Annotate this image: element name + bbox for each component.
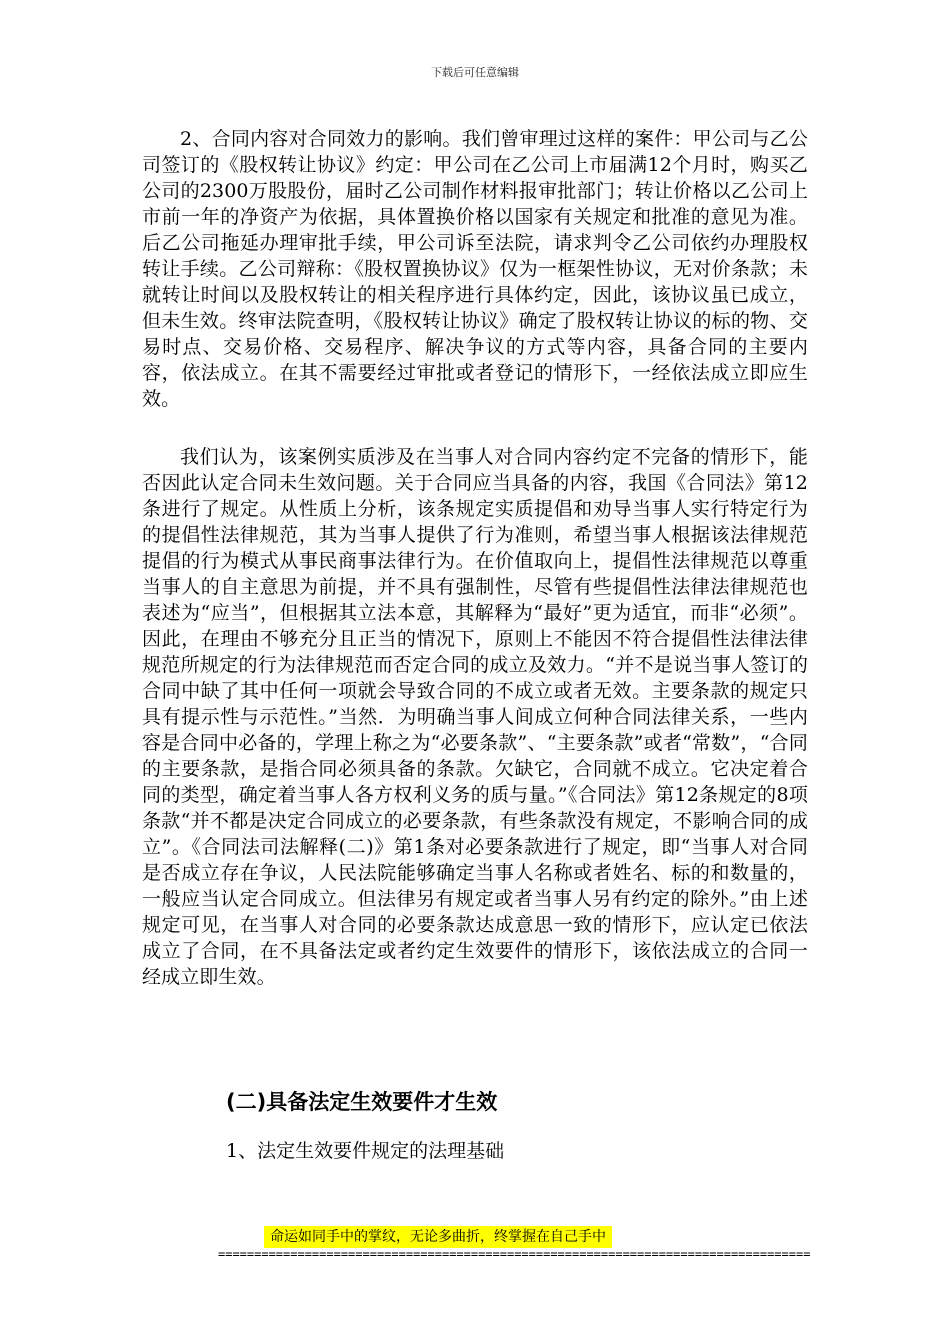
paragraph-analysis: 我们认为，该案例实质涉及在当事人对合同内容约定不完备的情形下，能否因此认定合同未生效问题。关于合同应当具备的内容，我国《合同法》第12条进行了规定。从性质上分析，该条规定实质提倡和劝导当事人实行特定行为的提倡性法律规范，其为当事人提供了行为准则，希望当事人根据该法律规范提倡的行为模式从事民商事法律行为。在价值取向上，提倡性法律规范以尊重当事人的自主意思为前提，并不具有强制性，尽管有些提倡性法律法律规范也表述为“应当”，但根据其立法本意，其解释为“最好”更为适宜，而非“必须”。因此，在理由不够充分且正当的情况下，原则上不能因不符合提倡性法律法律规范所规定的行为法律规范而否定合同的成立及效力。“并不是说当事人签订的合同中缺了其中任何一项就会导致合同的不成立或者无效。主要条款的规定只具有提示性与示范性。”当然．为明确当事人间成立何种合同法律关系，一些内容是合同中必备的，学理上称之为“必要条款”、“主要条款”或者“常数”，“合同的主要条款，是指合同必须具备的条款。欠缺它，合同就不成立。它决定着合同的类型，确定着当事人各方权利义务的质与量。”《合同法》第12条规定的8项条款“并不都是决定合同成立的必要条款，有些条款没有规定，不影响合同的成立”。《合同法司法解释(二)》第1条对必要条款进行了规定，即“当事人对合同是否成立存在争议，人民法院能够确定当事人名称或者姓名、标的和数量的，一般应当认定合同成立。但法律另有规定或者当事人另有约定的除外。”由上述规定可见，在当事人对合同的必要条款达成意思一致的情形下，应认定已依法成立了合同，在不具备法定或者约定生效要件的情形下，该依法成立的合同一经成立即生效。 [142, 446, 808, 988]
sub-heading: 1、法定生效要件规定的法理基础 [226, 1140, 505, 1162]
section-heading: (二)具备法定生效要件才生效 [226, 1090, 498, 1114]
document-body-section-2 [142, 444, 808, 990]
paragraph-contract-content-effect: 2、合同内容对合同效力的影响。我们曾审理过这样的案件：甲公司与乙公司签订的《股权转让协议》约定：甲公司在乙公司上市届满12个月时，购买乙公司的2300万股股份，届时乙公司制作材料报审批部门；转让价格以乙公司上市前一年的净资产为依据，具体置换价格以国家有关规定和批准的意见为准。后乙公司拖延办理审批手续，甲公司诉至法院，请求判令乙公司依约办理股权转让手续。乙公司辩称：《股权置换协议》仅为一框架性协议，无对价条款；未就转让时间以及股权转让的相关程序进行具体约定，因此，该协议虽已成立，但未生效。终审法院查明，《股权转让协议》确定了股权转让协议的标的物、交易时点、交易价格、交易程序、解决争议的方式等内容，具备合同的主要内容，依法成立。在其不需要经过审批或者登记的情形下，一经依法成立即应生效。 [142, 128, 808, 410]
page-header-note: 下载后可任意编辑 [431, 66, 519, 79]
document-body-section-1 [142, 126, 808, 412]
footer-motto-banner: 命运如同手中的掌纹，无论多曲折，终掌握在自己手中 [264, 1226, 612, 1248]
footer-divider: ================================================================================== [218, 1247, 810, 1261]
